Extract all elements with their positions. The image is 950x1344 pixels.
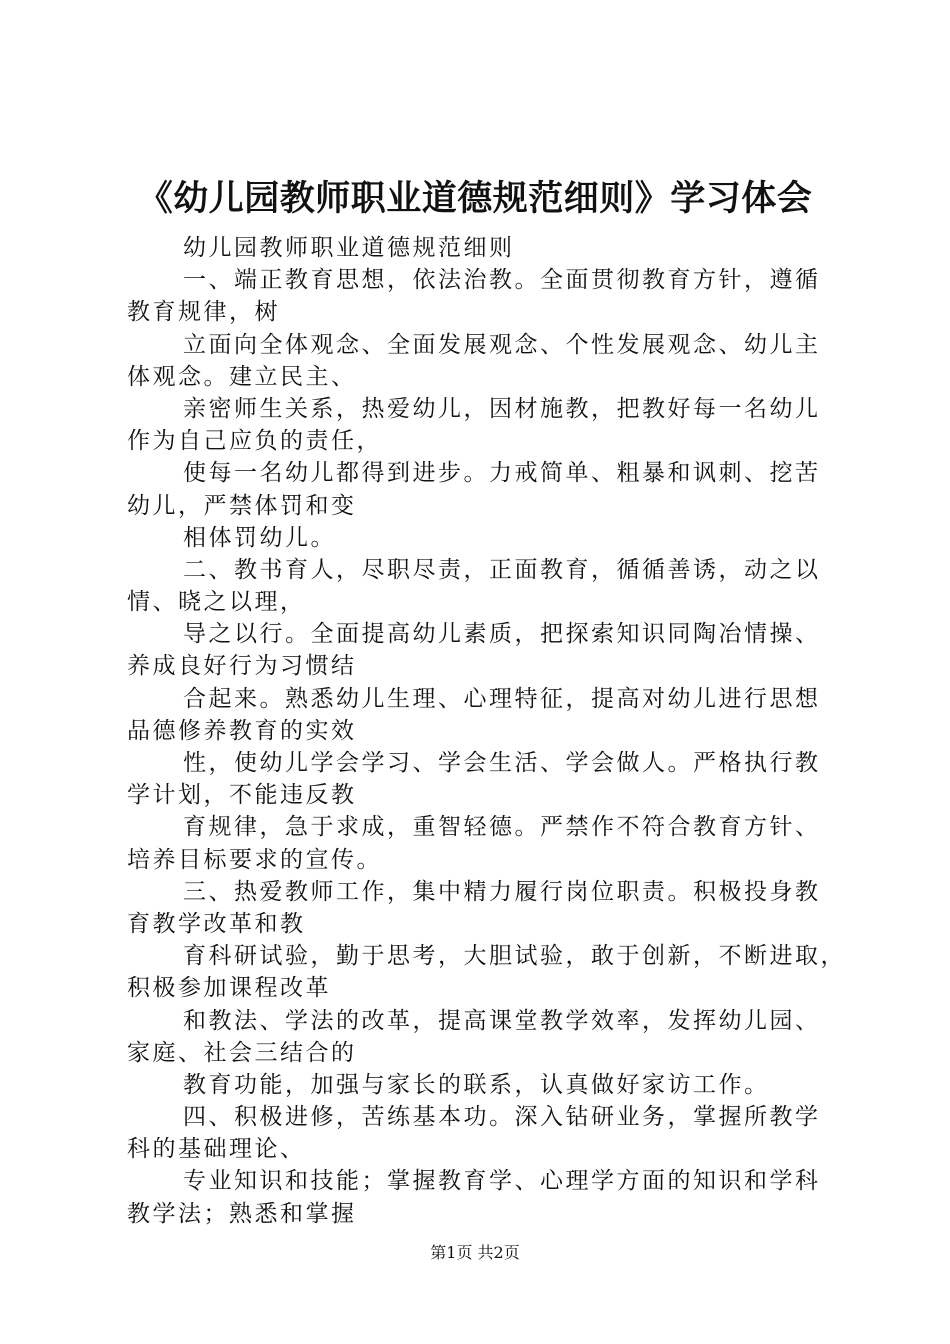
paragraph-line: 使每一名幼儿都得到进步。力戒简单、粗暴和讽刺、挖苦 [183,460,821,487]
paragraph-line: 三、热爱教师工作，集中精力履行岗位职责。积极投身教 [183,878,821,905]
paragraph-line: 积极参加课程改革 [127,975,331,1002]
paragraph-line: 品德修养教育的实效 [127,717,357,744]
paragraph-line: 育规律，急于求成，重智轻德。严禁作不符合教育方针、 [183,814,821,841]
paragraph-line: 和教法、学法的改革，提高课堂教学效率，发挥幼儿园、 [183,1007,821,1034]
paragraph-line: 幼儿园教师职业道德规范细则 [183,235,515,261]
paragraph-line: 育教学改革和教 [127,910,306,937]
document-title: 《幼儿园教师职业道德规范细则》学习体会 [137,178,813,219]
paragraph-line: 导之以行。全面提高幼儿素质，把探索知识同陶冶情操、 [183,621,821,648]
paragraph-line: 性，使幼儿学会学习、学会生活、学会做人。严格执行教 [183,750,821,776]
paragraph-line: 立面向全体观念、全面发展观念、个性发展观念、幼儿主 [183,331,821,358]
paragraph-line: 科的基础理论、 [127,1136,306,1163]
paragraph-line: 学计划，不能违反教 [127,782,357,809]
paragraph-line: 相体罚幼儿。 [183,524,336,551]
paragraph-line: 教育规律，树 [127,299,280,326]
paragraph-line: 亲密师生关系，热爱幼儿，因材施教，把教好每一名幼儿 [183,395,821,422]
paragraph-line: 家庭、社会三结合的 [127,1039,357,1066]
paragraph-line: 体观念。建立民主、 [127,363,357,390]
paragraph-line: 养成良好行为习惯结 [127,653,357,680]
paragraph-line: 育科研试验，勤于思考，大胆试验，敢于创新，不断进取， [183,943,846,970]
paragraph-line: 幼儿，严禁体罚和变 [127,492,357,519]
paragraph-line: 专业知识和技能；掌握教育学、心理学方面的知识和学科 [183,1168,821,1195]
paragraph-line: 作为自己应负的责任， [127,428,382,455]
paragraph-line: 教学法；熟悉和掌握 [127,1200,357,1227]
paragraph-line: 情、晓之以理， [127,589,306,616]
page-footer: 第1页 共2页 [430,1243,520,1262]
paragraph-line: 合起来。熟悉幼儿生理、心理特征，提高对幼儿进行思想 [183,685,821,712]
paragraph-line: 培养目标要求的宣传。 [127,846,382,873]
paragraph-line: 教育功能，加强与家长的联系，认真做好家访工作。 [183,1071,770,1098]
paragraph-line: 二、教书育人，尽职尽责，正面教育，循循善诱，动之以 [183,556,821,583]
paragraph-line: 四、积极进修，苦练基本功。深入钻研业务，掌握所教学 [183,1104,821,1131]
document-body [127,232,846,1230]
paragraph-line: 一、端正教育思想，依法治教。全面贯彻教育方针，遵循 [183,267,821,294]
